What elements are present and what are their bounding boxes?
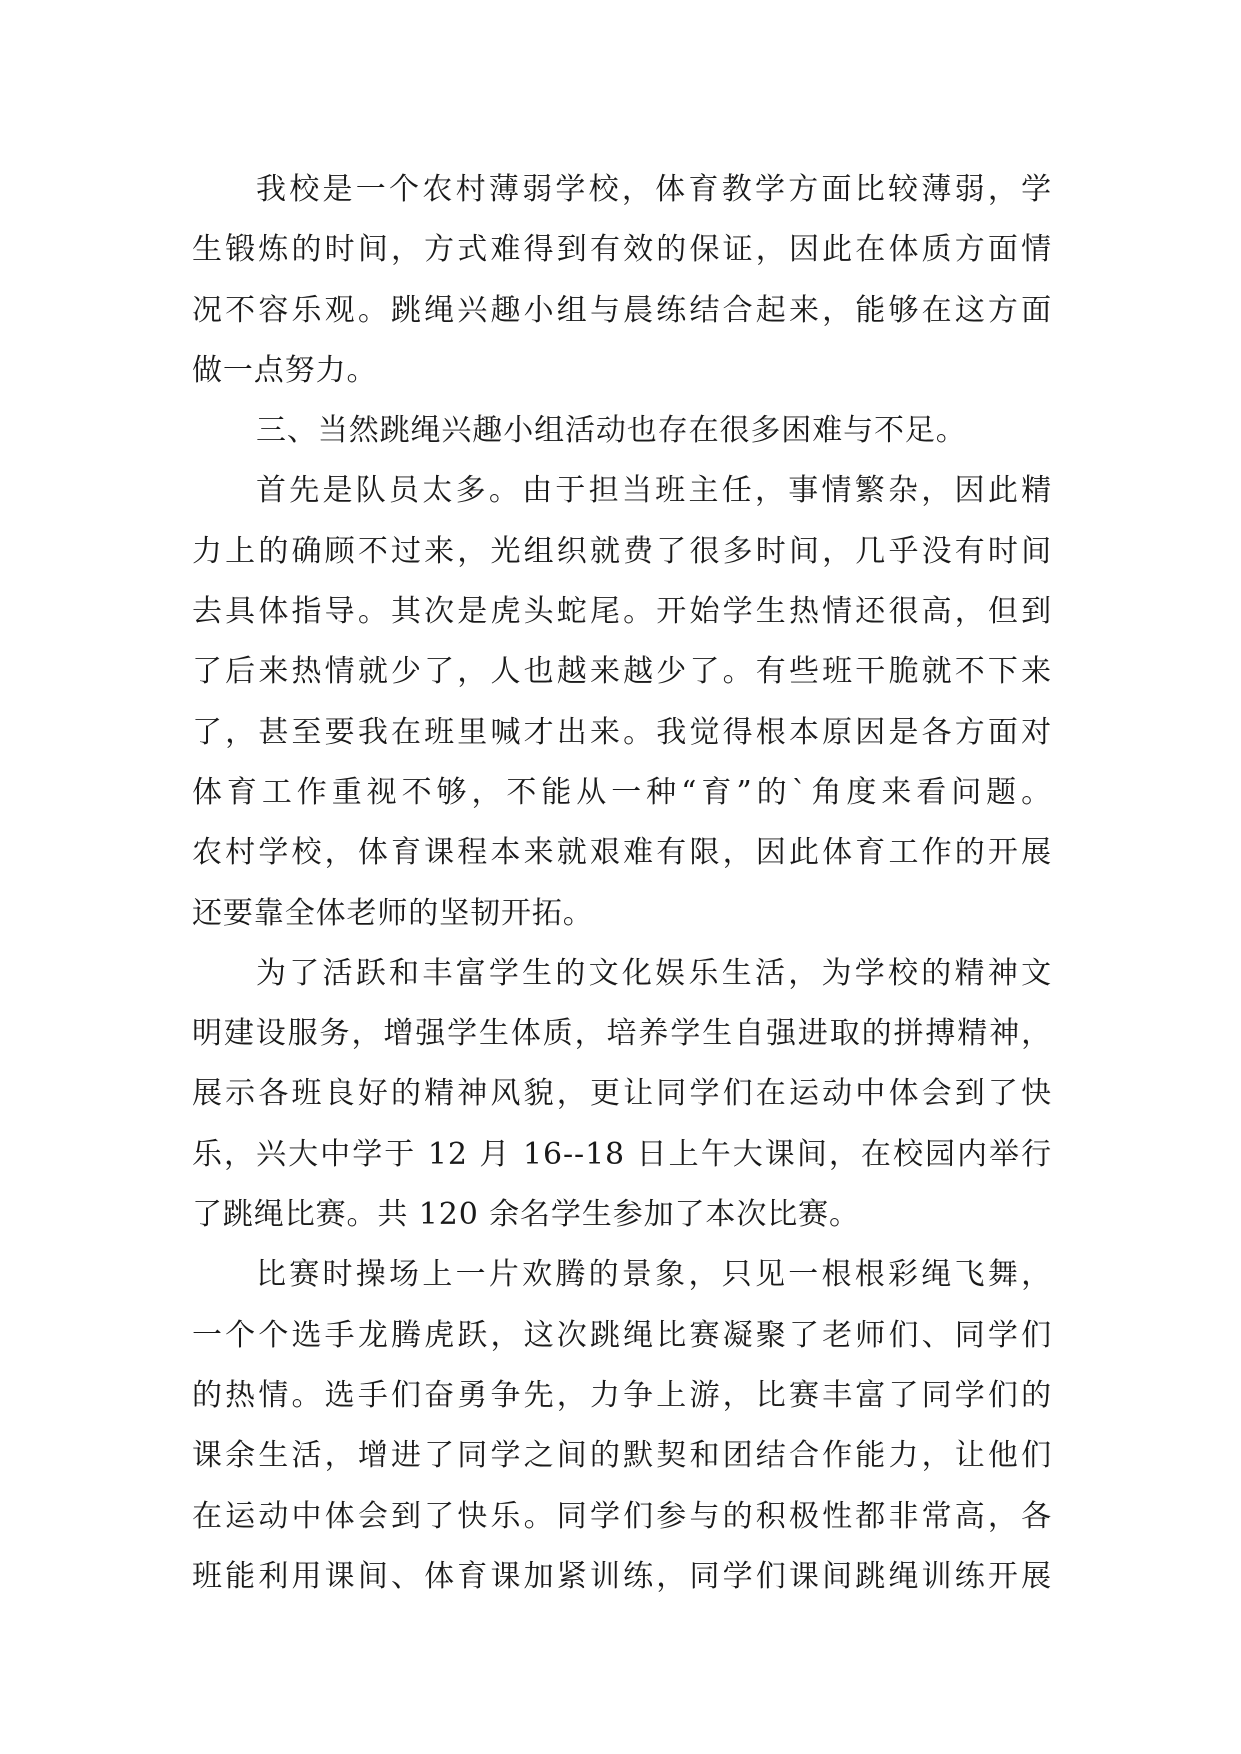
text-line: 的热情。选手们奋勇争先，力争上游，比赛丰富了同学们的 [192, 1377, 1052, 1413]
text-line: 比赛时操场上一片欢腾的景象，只见一根根彩绳飞舞， [256, 1257, 1052, 1293]
text-line: 了，甚至要我在班里喊才出来。我觉得根本原因是各方面对 [192, 714, 1052, 750]
text-line: 一个个选手龙腾虎跃，这次跳绳比赛凝聚了老师们、同学们 [192, 1317, 1052, 1353]
section-heading: 三、当然跳绳兴趣小组活动也存在很多困难与不足。 [256, 413, 967, 449]
text-line: 明建设服务，增强学生体质，培养学生自强进取的拼搏精神， [192, 1016, 1052, 1052]
text-line: 在运动中体会到了快乐。同学们参与的积极性都非常高，各 [192, 1498, 1052, 1534]
text-line: 课余生活，增进了同学之间的默契和团结合作能力，让他们 [192, 1438, 1052, 1474]
paragraph-difficulties [192, 461, 1052, 943]
text-line: 展示各班良好的精神风貌，更让同学们在运动中体会到了快 [192, 1076, 1052, 1112]
text-line: 去具体指导。其次是虎头蛇尾。开始学生热情还很高，但到 [192, 594, 1052, 630]
paragraph-competition-scene [192, 1245, 1052, 1607]
text-line: 做一点努力。 [192, 352, 378, 388]
section-heading-difficulties [192, 401, 1052, 461]
text-line: 班能利用课间、体育课加紧训练，同学们课间跳绳训练开展 [192, 1558, 1052, 1594]
text-line: 生锻炼的时间，方式难得到有效的保证，因此在体质方面情 [192, 232, 1052, 268]
document-body [192, 160, 1052, 1607]
text-line: 农村学校，体育课程本来就艰难有限，因此体育工作的开展 [192, 835, 1052, 871]
text-line: 了后来热情就少了，人也越来越少了。有些班干脆就不下来 [192, 654, 1052, 690]
text-line: 我校是一个农村薄弱学校，体育教学方面比较薄弱，学 [256, 172, 1052, 207]
text-line: 乐，兴大中学于 12 月 16--18 日上午大课间，在校园内举行 [192, 1136, 1052, 1172]
text-line: 体育工作重视不够，不能从一种“育”的`角度来看问题。 [192, 774, 1052, 810]
text-line: 首先是队员太多。由于担当班主任，事情繁杂，因此精 [256, 473, 1052, 509]
paragraph-competition-intro [192, 944, 1052, 1245]
paragraph-school-overview [192, 160, 1052, 401]
text-line: 况不容乐观。跳绳兴趣小组与晨练结合起来，能够在这方面 [192, 292, 1052, 328]
text-line: 为了活跃和丰富学生的文化娱乐生活，为学校的精神文 [256, 955, 1052, 991]
text-line: 还要靠全体老师的坚韧开拓。 [192, 895, 594, 931]
text-line: 力上的确顾不过来，光组织就费了很多时间，几乎没有时间 [192, 533, 1052, 569]
text-line: 了跳绳比赛。共 120 余名学生参加了本次比赛。 [192, 1197, 860, 1233]
